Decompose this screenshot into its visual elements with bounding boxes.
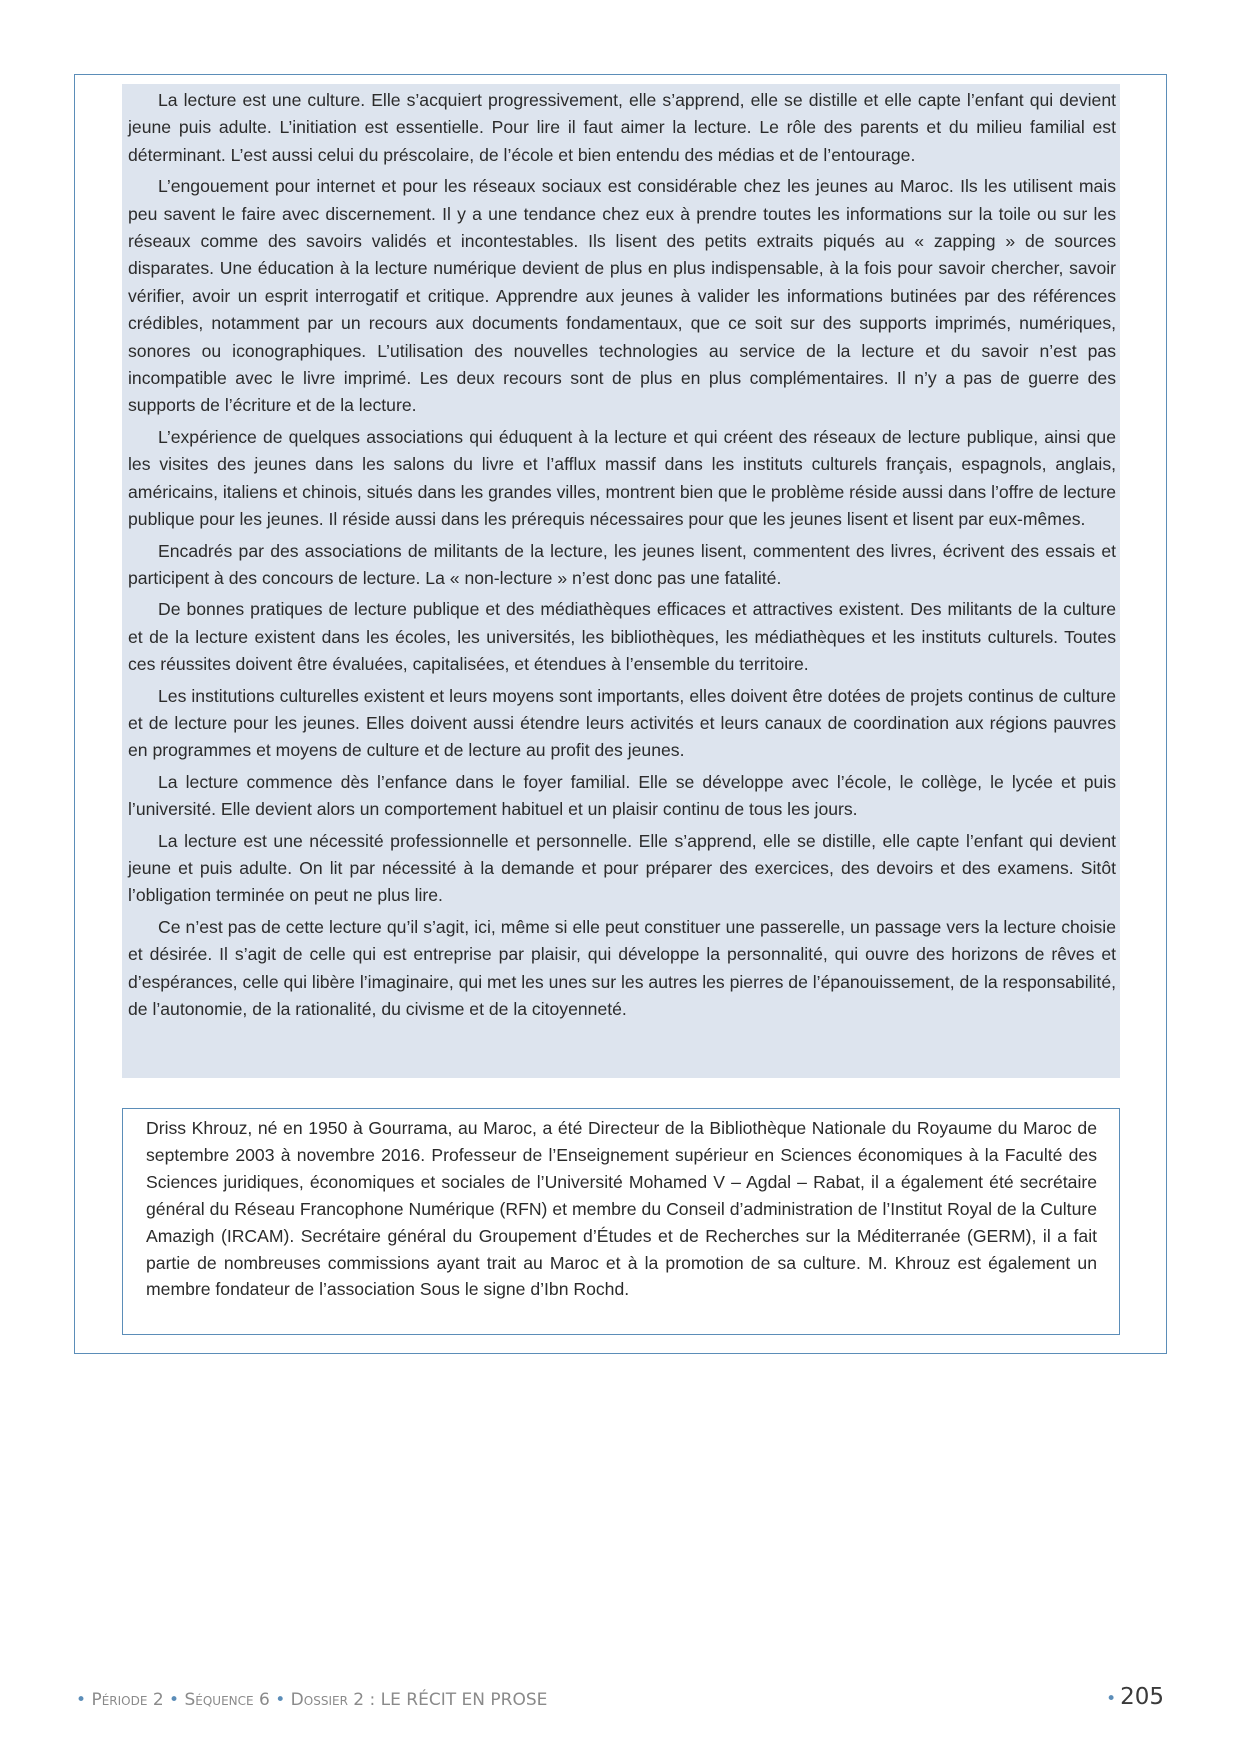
paragraph-5: De bonnes pratiques de lecture publique et des médiathèques efficaces et attractives existent. Des militants de la culture et de la lecture existent dans les écoles, les universités, les bibliothèques, les médiathèques et les instituts culturels. Toutes ces réussites doivent être évaluées, capitalisées, et étendues à l’ensemble du territoire. <box>128 599 1116 675</box>
author-bio-box <box>122 1108 1120 1335</box>
footer-breadcrumb <box>76 1690 547 1710</box>
footer-separator: : <box>369 1690 376 1710</box>
footer-bullet: • <box>76 1690 87 1710</box>
footer-dossier: Dossier 2 <box>290 1690 365 1710</box>
footer-period: Période 2 <box>91 1690 164 1710</box>
paragraph-3: L’expérience de quelques associations qui éduquent à la lecture et qui créent des réseaux de lecture publique, ainsi que les visites des jeunes dans les salons du livre et l’afflux massif dans les instituts culturels français, espagnols, anglais, américains, italiens et chinois, situés dans les grandes villes, montrent bien que le problème réside aussi dans l’offre de lecture publique pour les jeunes. Il réside aussi dans les prérequis nécessaires pour que les jeunes lisent et lisent par eux-mêmes. <box>128 426 1116 530</box>
footer-sequence: Séquence 6 <box>184 1690 270 1710</box>
paragraph-7: La lecture commence dès l’enfance dans le foyer familial. Elle se développe avec l’école, le collège, le lycée et puis l’université. Elle devient alors un comportement habituel et un plaisir continu de tous les jours. <box>128 771 1116 820</box>
paragraph-1: La lecture est une culture. Elle s’acquiert progressivement, elle s’apprend, elle se distille et elle capte l’enfant qui devient jeune puis adulte. L’initiation est essentielle. Pour lire il faut aimer la lecture. Le rôle des parents et du milieu familial est déterminant. L’est aussi celui du préscolaire, de l’école et bien entendu des médias et de l’entourage. <box>128 90 1116 165</box>
paragraph-8: La lecture est une nécessité professionnelle et personnelle. Elle s’apprend, elle se distille, elle capte l’enfant qui devient jeune et puis adulte. On lit par nécessité à la demande et pour préparer des exercices, des devoirs et des examens. Sitôt l’obligation terminée on peut ne plus lire. <box>128 830 1116 906</box>
author-bio-text: Driss Khrouz, né en 1950 à Gourrama, au Maroc, a été Directeur de la Bibliothèque Nationale du Royaume du Maroc de septembre 2003 à novembre 2016. Professeur de l’Enseignement supérieur en Sciences économiques à la Faculté des Sciences juridiques, économiques et sociales de l’Université Mohamed V – Agdal – Rabat, il a également été secrétaire général du Réseau Francophone Numérique (RFN) et membre du Conseil d’administration de l’Institut Royal de la Culture Amazigh (IRCAM). Secrétaire général du Groupement d’Études et de Recherches sur la Méditerranée (GERM), il a fait partie de nombreuses commissions ayant trait au Maroc et à la promotion de sa culture. M. Khrouz est également un membre fondateur de l’association Sous le signe d’Ibn Rochd. <box>146 1118 1097 1300</box>
footer-bullet: • <box>275 1690 286 1710</box>
footer-section-title: LE RÉCIT EN PROSE <box>380 1690 548 1710</box>
paragraph-4: Encadrés par des associations de militants de la lecture, les jeunes lisent, commentent des livres, écrivent des essais et participent à des concours de lecture. La « non-lecture » n’est donc pas une fatalité. <box>128 540 1116 588</box>
page-number: 205 <box>1120 1684 1164 1710</box>
article-text-panel <box>122 84 1120 1078</box>
page-number-block <box>1106 1684 1164 1710</box>
paragraph-2: L’engouement pour internet et pour les réseaux sociaux est considérable chez les jeunes au Maroc. Ils les utilisent mais peu savent le faire avec discernement. Il y a une tendance chez eux à prendre toutes les informations sur la toile ou sur les réseaux comme des savoirs validés et incontestables. Ils lisent des petits extraits piqués au « zapping » de sources disparates. Une éducation à la lecture numérique devient de plus en plus indispensable, à la fois pour savoir chercher, savoir vérifier, avoir un esprit interrogatif et critique. Apprendre aux jeunes à valider les informations butinées par des références crédibles, notamment par un recours aux documents fondamentaux, que ce soit sur des supports imprimés, numériques, sonores ou iconographiques. L’utilisation des nouvelles technologies au service de la lecture et du savoir n’est pas incompatible avec le livre imprimé. Les deux recours sont de plus en plus complémentaires. Il n’y a pas de guerre des supports de l’écriture et de la lecture. <box>128 176 1116 416</box>
page-number-bullet: • <box>1106 1689 1117 1709</box>
footer-bullet: • <box>169 1690 180 1710</box>
paragraph-6: Les institutions culturelles existent et leurs moyens sont importants, elles doivent être dotées de projets continus de culture et de lecture pour les jeunes. Elles doivent aussi étendre leurs activités et leurs canaux de coordination aux régions pauvres en programmes et moyens de culture et de lecture au profit des jeunes. <box>128 685 1116 761</box>
paragraph-9: Ce n’est pas de cette lecture qu’il s’agit, ici, même si elle peut constituer une passerelle, un passage vers la lecture choisie et désirée. Il s’agit de celle qui est entreprise par plaisir, qui développe la personnalité, qui ouvre des horizons de rêves et d’espérances, celle qui libère l’imaginaire, qui met les unes sur les autres les pierres de l’épanouissement, de la responsabilité, de l’autonomie, de la rationalité, du civisme et de la citoyenneté. <box>128 916 1116 1019</box>
